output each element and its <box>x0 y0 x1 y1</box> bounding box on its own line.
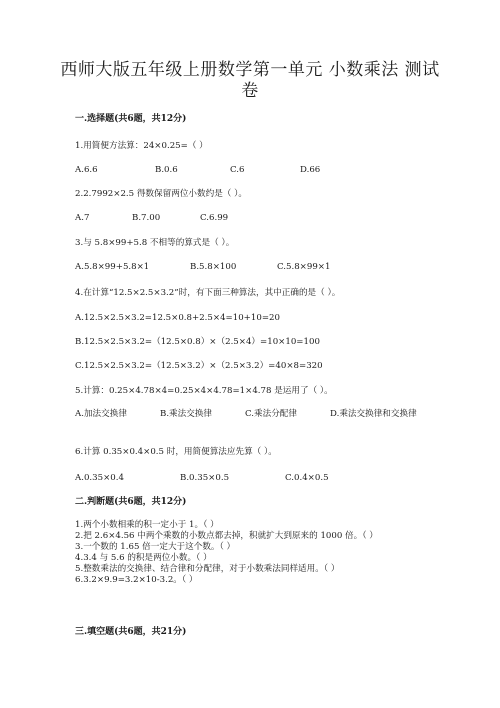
question-2-stem: 2.2.7992×2.5 得数保留两位小数约是（ ）。 <box>75 189 248 199</box>
q2-option-c: C.6.99 <box>200 213 229 223</box>
question-5-stem: 5.计算：0.25×4.78×4=0.25×4×4.78=1×4.78 是运用了（ ）。 <box>75 386 333 396</box>
section-heading-fill-blank: 三.填空题(共6题，共21分) <box>75 627 187 637</box>
q1-option-d: D.66 <box>300 165 321 175</box>
judgement-item: 2.把 2.6×4.56 中两个乘数的小数点都去掉，积就扩大到原来的 1000 倍。（ ） <box>75 531 378 541</box>
q1-option-b: B.0.6 <box>155 165 178 175</box>
q4-option-a: A.12.5×2.5×3.2=12.5×0.8+2.5×4=10+10=20 <box>75 313 280 323</box>
q3-option-c: C.5.8×99×1 <box>277 262 331 272</box>
q4-option-c: C.12.5×2.5×3.2=（12.5×3.2）×（2.5×3.2）=40×8=320 <box>75 361 323 371</box>
q4-option-b: B.12.5×2.5×3.2=（12.5×0.8）×（2.5×4）=10×10=100 <box>75 337 320 347</box>
question-4-stem: 4.在计算“12.5×2.5×3.2”时，有下面三种算法，其中正确的是（ ）。 <box>75 288 341 298</box>
judgement-item: 3.一个数的 1.65 倍一定大于这个数。（ ） <box>75 542 236 552</box>
q6-option-b: B.0.35×0.5 <box>180 473 230 483</box>
section-heading-judgement: 二.判断题(共6题，共12分) <box>75 497 187 507</box>
q5-option-a: A.加法交换律 <box>75 409 127 419</box>
q3-option-a: A.5.8×99+5.8×1 <box>75 262 150 272</box>
q3-option-b: B.5.8×100 <box>190 262 237 272</box>
q5-option-d: D.乘法交换律和交换律 <box>330 409 417 419</box>
q5-option-c: C.乘法分配律 <box>245 409 297 419</box>
judgement-item: 4.3.4 与 5.6 的积是两位小数。（ ） <box>75 553 212 563</box>
question-1-stem: 1.用简便方法算：24×0.25=（ ） <box>75 141 208 151</box>
judgement-item: 6.3.2×9.9=3.2×10-3.2。（ ） <box>75 575 198 585</box>
q2-option-a: A.7 <box>75 213 90 223</box>
question-3-stem: 3.与 5.8×99+5.8 不相等的算式是（ ）。 <box>75 238 235 248</box>
judgement-item: 1.两个小数相乘的积一定小于 1。（ ） <box>75 520 219 530</box>
q6-option-c: C.0.4×0.5 <box>285 473 329 483</box>
title-line-2: 卷 <box>241 81 259 101</box>
q6-option-a: A.0.35×0.4 <box>75 473 124 483</box>
question-6-stem: 6.计算 0.35×0.4×0.5 时，用简便算法应先算（ ）。 <box>75 447 277 457</box>
page-title <box>60 60 440 102</box>
q1-option-a: A.6.6 <box>75 165 98 175</box>
section-heading-choice: 一.选择题(共6题，共12分) <box>75 114 187 124</box>
q1-option-c: C.6 <box>230 165 245 175</box>
judgement-item: 5.整数乘法的交换律、结合律和分配律，对于小数乘法同样适用。（ ） <box>75 564 340 574</box>
q2-option-b: B.7.00 <box>132 213 161 223</box>
judgement-list <box>75 520 420 586</box>
q5-option-b: B.乘法交换律 <box>160 409 213 419</box>
title-line-1: 西师大版五年级上册数学第一单元 小数乘法 测试 <box>60 60 440 80</box>
